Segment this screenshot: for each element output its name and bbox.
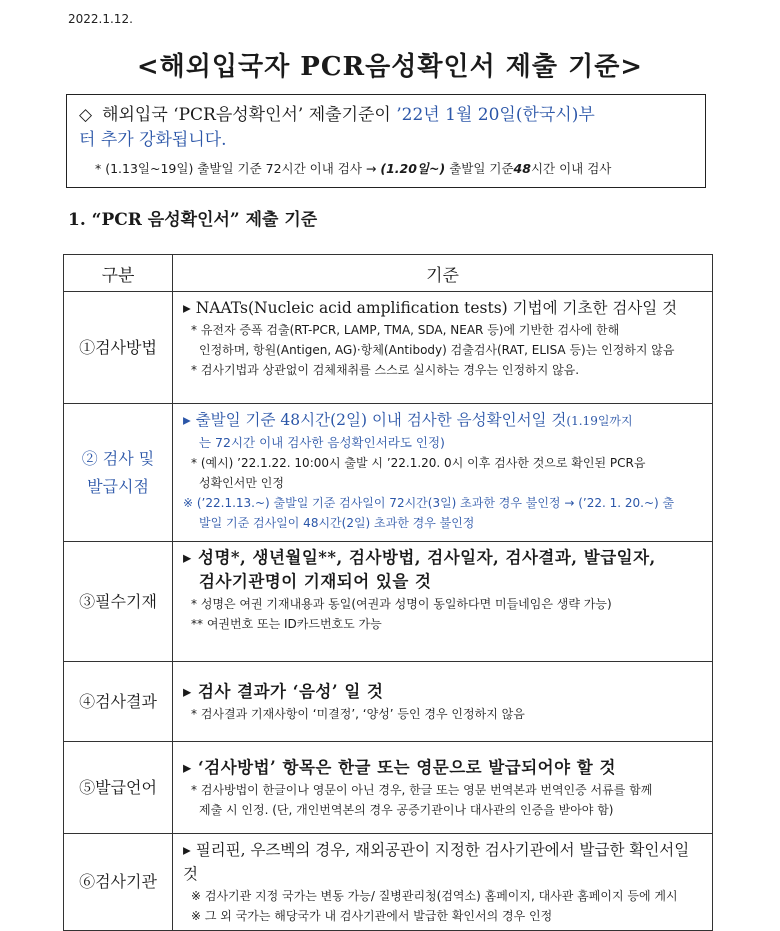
row-main-b: (1.19일까지 [566,414,633,428]
section-title: 1. “PCR 음성확인서” 제출 기준 [68,210,318,230]
table-row [64,542,713,662]
row-sub: 제출 시 인정. (단, 개인번역본의 경우 공증기관이나 대사관의 인증을 받아야 함) [199,802,614,817]
row-main-a: ▸ 출발일 기준 48시간(2일) 이내 검사한 음성확인서일 것 [183,411,567,429]
row-main-c: 는 72시간 이내 검사한 음성확인서라도 인정) [199,435,445,450]
notice-text [79,103,697,153]
criteria-table [63,254,713,931]
row-sub: * 검사방법이 한글이나 영문이 아닌 경우, 한글 또는 영문 번역본과 번역인증 서류를 함께 [191,782,653,797]
table-row [64,404,713,542]
row-main: ▸ NAATs(Nucleic acid amplification tests) 기법에 기초한 검사일 것 [183,299,678,317]
row-sub: * (예시) ’22.1.22. 10:00시 출발 시 ’22.1.20. 0시 이후 검사한 것으로 확인된 PCR음 [191,456,646,470]
table-row [64,662,713,742]
row-category: ⑤발급언어 [64,742,173,834]
row-sub: * 검사결과 기재사항이 ‘미결정’, ‘양성’ 등인 경우 인정하지 않음 [191,706,525,721]
row-category-a: ② 검사 및 [81,448,155,468]
row-main: ▸ 성명*, 생년월일**, 검사방법, 검사일자, 검사결과, 발급일자, [183,548,656,567]
row-note: 발일 기준 검사일이 48시간(2일) 초과한 경우 불인정 [199,516,475,530]
table-row [64,834,713,931]
row-body [173,742,713,834]
notice-detail-a: * (1.13일~19일) 출발일 기준 72시간 이내 검사 → [95,161,377,176]
row-sub: 인정하며, 항원(Antigen, AG)·항체(Antibody) 검출검사(RAT, ELISA 등)는 인정하지 않음 [199,343,675,357]
row-sub: 성확인서만 인정 [199,476,284,490]
document-title: <해외입국자 PCR음성확인서 제출 기준> [136,52,644,82]
row-main [183,408,704,433]
row-main: ▸ 검사 결과가 ‘음성’ 일 것 [183,681,384,701]
row-sub: * 검사기법과 상관없이 검체채취를 스스로 실시하는 경우는 인정하지 않음. [191,363,580,377]
row-category [64,404,173,542]
notice-detail-d: 48 [513,161,531,176]
row-category: ④검사결과 [64,662,173,742]
header-category: 구분 [64,255,173,292]
notice-detail-c: 출발일 기준 [449,161,514,176]
row-sub: ** 여권번호 또는 ID카드번호도 가능 [191,617,382,631]
row-sub: * 성명은 여권 기재내용과 동일(여권과 성명이 동일하다면 미들네임은 생략 가능) [191,597,612,611]
row-note: ※ (’22.1.13.~) 출발일 기준 검사일이 72시간(3일) 초과한 경우 불인정 → (’22. 1. 20.~) 출 [183,496,675,510]
diamond-icon: ◇ [79,105,93,125]
notice-line1-blue: ’22년 1월 20일(한국시)부 [396,105,595,125]
row-main: ▸ 필리핀, 우즈벡의 경우, 재외공관이 지정한 검사기관에서 발급한 확인서일 것 [183,841,690,883]
table-header-row [64,255,713,292]
notice-detail [95,159,611,177]
row-category: ③필수기재 [64,542,173,662]
row-sub: ※ 그 외 국가는 해당국가 내 검사기관에서 발급한 확인서의 경우 인정 [191,909,553,923]
notice-detail-b: (1.20일~) [380,161,446,176]
row-body [173,662,713,742]
row-body [173,542,713,662]
document-date: 2022.1.12. [68,12,133,26]
notice-box [66,94,706,188]
row-category: ⑥검사기관 [64,834,173,931]
row-main: 검사기관명이 기재되어 있을 것 [199,572,432,591]
row-sub: * 유전자 증폭 검출(RT-PCR, LAMP, TMA, SDA, NEAR 등)에 기반한 검사에 한해 [191,323,620,337]
header-criteria: 기준 [173,255,713,292]
row-body [173,292,713,404]
table-row [64,742,713,834]
row-body [173,834,713,931]
row-body [173,404,713,542]
notice-detail-e: 시간 이내 검사 [530,161,612,176]
table-row [64,292,713,404]
row-sub: ※ 검사기관 지정 국가는 변동 가능/ 질병관리청(검역소) 홈페이지, 대사관 홈페이지 등에 게시 [191,889,678,903]
notice-line1-black: 해외입국 ‘PCR음성확인서’ 제출기준이 [102,105,391,125]
notice-line2-blue: 터 추가 강화됩니다. [79,130,227,150]
row-main: ▸ ‘검사방법’ 항목은 한글 또는 영문으로 발급되어야 할 것 [183,757,616,777]
row-category: ①검사방법 [64,292,173,404]
row-category-b: 발급시점 [87,476,149,496]
